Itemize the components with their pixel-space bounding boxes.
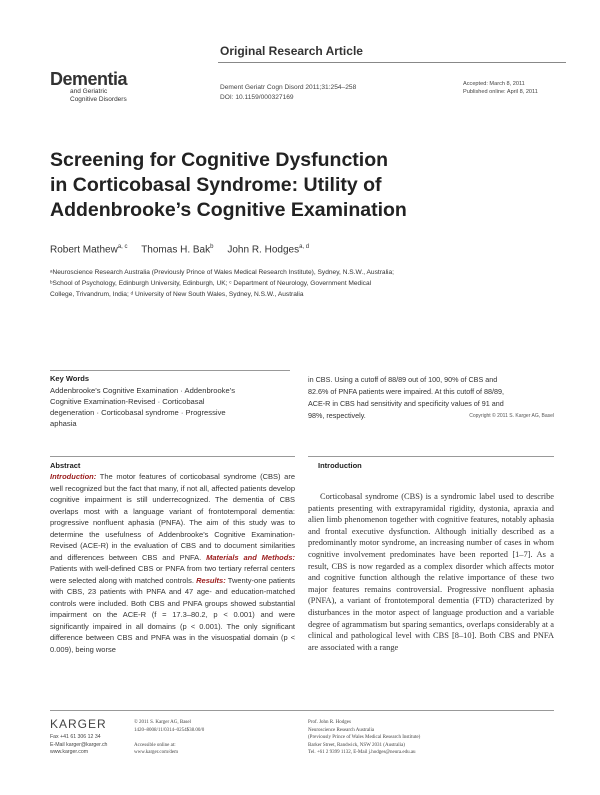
article-type: Original Research Article <box>220 44 363 58</box>
citation-block <box>220 83 356 103</box>
authors <box>50 244 309 255</box>
doi[interactable]: DOI: 10.1159/000327169 <box>220 94 294 101</box>
abstract-heading: Abstract <box>50 461 81 470</box>
dates-block <box>463 80 538 96</box>
copyright-line[interactable]: www.karger.com/dem <box>134 750 179 755</box>
abstract-results: Twenty-one patients with CBS, 23 patients with PNFA and 47 age- and education-matched controls were included. Both CBS and PNFA groups showed substantial impairment on the ACE-R (f = 17.3–80.2, p < 0.001) and were significantly impaired in all domains (p < 0.001). The only significant difference between CBS and PNFA was in the visuospatial domain (p < 0.009), being worse <box>50 575 295 654</box>
keyword-line: aphasia <box>50 419 77 428</box>
abstract-methods: Patients with well-defined CBS or PNFA from two tertiary referral centers were selected along with matched controls. <box>50 564 295 585</box>
affiliation-line: ᵃNeuroscience Research Australia (Previously Prince of Wales Medical Research Institute), Sydney, N.S.W., Australia; <box>50 269 395 276</box>
copyright-note: Copyright © 2011 S. Karger AG, Basel <box>469 413 554 419</box>
title-line: Addenbrooke’s Cognitive Examination <box>50 199 407 221</box>
header-rule <box>218 62 566 63</box>
author-name: Thomas H. Bak <box>141 244 211 256</box>
contact-line[interactable]: www.karger.com <box>50 749 89 755</box>
journal-name: Dementia <box>50 69 128 89</box>
intro-rule <box>308 456 554 457</box>
abstract-label-methods: Materials and Methods: <box>206 552 295 562</box>
keyword-line: Cognitive Examination-Revised · Corticobasal <box>50 397 205 406</box>
affiliation-line: ᵇSchool of Psychology, Edinburgh University, Edinburgh, UK; ᶜ Department of Neurology, Government Medical <box>50 280 372 287</box>
correspondence-line: Prof. John R. Hodges <box>308 720 351 725</box>
correspondence-line: Neuroscience Research Australia <box>308 727 375 733</box>
abstract-rule <box>50 456 295 457</box>
journal-subtitle-1: and Geriatric <box>70 88 108 95</box>
contact-line[interactable]: E-Mail karger@karger.ch <box>50 741 108 748</box>
keywords-heading: Key Words <box>50 374 90 383</box>
published-date: Published online: April 8, 2011 <box>463 89 538 95</box>
author-affil: b <box>210 244 214 250</box>
author-affil: a, d <box>299 244 310 250</box>
affiliations <box>50 267 470 300</box>
journal-logo <box>50 70 127 104</box>
abstract-line: in CBS. Using a cutoff of 88/89 out of 100, 90% of CBS and <box>308 375 498 384</box>
publisher-contact <box>50 734 107 757</box>
accepted-date: Accepted: March 8, 2011 <box>463 81 525 87</box>
title-line: in Corticobasal Syndrome: Utility of <box>50 174 382 196</box>
keyword-line: degeneration · Corticobasal syndrome · Progressive <box>50 408 226 417</box>
introduction-body: Corticobasal syndrome (CBS) is a syndromic label used to describe patients presenting with extrapyramidal rigidity, dystonia, apraxia and alien limb phenomenon together with cognitive features, notably aphasia and frontal executive dysfunction. Although initially described as a predominantly motor syndrome, an increasing number of cases in whom cognitive involvement predominates have been reported [1–7]. As a result, CBS is now regarded as a complex disorder which affects motor and cognitive function although the relative importance of these two major features remains controversial. Progressive nonfluent aphasia (PNFA), a variant of frontotemporal dementia (FTD) characterized by disturbances in the motor aspect of language production and a variable degree of agrammatism but sparing semantics, overlaps considerably at a clinical and pathological level with CBS [8–10]. Both CBS and PNFA are associated with a range <box>308 492 554 652</box>
copyright-line: © 2011 S. Karger AG, Basel <box>134 720 191 725</box>
abstract-continued <box>308 374 554 422</box>
title-line: Screening for Cognitive Dysfunction <box>50 149 389 171</box>
abstract-intro: The motor features of corticobasal syndrome (CBS) are well recognized but the fact that many, if not all, affected patients develop cognitive impairment is still underrecognized. The dementia of CBS overlaps most with a language variant of frontotemporal dementia: progressive nonfluent aphasia (PNFA). The aim of this study was to determine the usefulness of Addenbrooke’s Cognitive Examination-Revised (ACE-R) in the evaluation of CBS and to document similarities and differences between CBS and PNFA. <box>50 472 295 562</box>
abstract-line-text: 98%, respectively. <box>308 411 366 420</box>
correspondence-line: (Previously Prince of Wales Medical Research Institute) <box>308 735 421 740</box>
introduction-heading: Introduction <box>318 461 362 470</box>
affiliation-line: College, Trivandrum, India; ᵈ University of New South Wales, Sydney, N.S.W., Australia <box>50 291 304 298</box>
journal-subtitle-2: Cognitive Disorders <box>70 96 127 103</box>
author-name: Robert Mathew <box>50 244 118 256</box>
copyright-line <box>134 734 204 742</box>
abstract-label-intro: Introduction: <box>50 472 97 481</box>
abstract-line: ACE-R in CBS had sensitivity and specificity values of 91 and <box>308 399 504 408</box>
author-name: John R. Hodges <box>227 244 300 256</box>
footer-rule <box>50 710 554 711</box>
correspondence <box>308 719 420 757</box>
abstract-line <box>308 410 554 422</box>
keywords-rule <box>50 370 290 371</box>
correspondence-line[interactable]: Tel. +61 2 9399 1132, E-Mail j.hodges@neura.edu.au <box>308 750 416 755</box>
abstract-body <box>50 471 295 655</box>
keywords <box>50 385 290 429</box>
correspondence-line: Barker Street, Randwick, NSW 2031 (Australia) <box>308 742 405 748</box>
keyword-line: Addenbrooke’s Cognitive Examination · Addenbrooke’s <box>50 386 236 395</box>
citation: Dement Geriatr Cogn Disord 2011;31:254–258 <box>220 84 357 91</box>
copyright-line: Accessible online at: <box>134 742 176 748</box>
footer-copyright <box>134 719 204 757</box>
paper-title <box>50 148 550 223</box>
abstract-line: 82.6% of PNFA patients were impaired. At this cutoff of 88/89, <box>308 387 505 396</box>
contact-line: Fax +41 61 306 12 34 <box>50 734 101 740</box>
abstract-label-results: Results: <box>196 575 226 585</box>
publisher-logo: KARGER <box>50 717 107 731</box>
copyright-line: 1420–8008/11/0314–0254$38.00/0 <box>134 727 205 733</box>
author-affil: a, c <box>117 244 128 250</box>
